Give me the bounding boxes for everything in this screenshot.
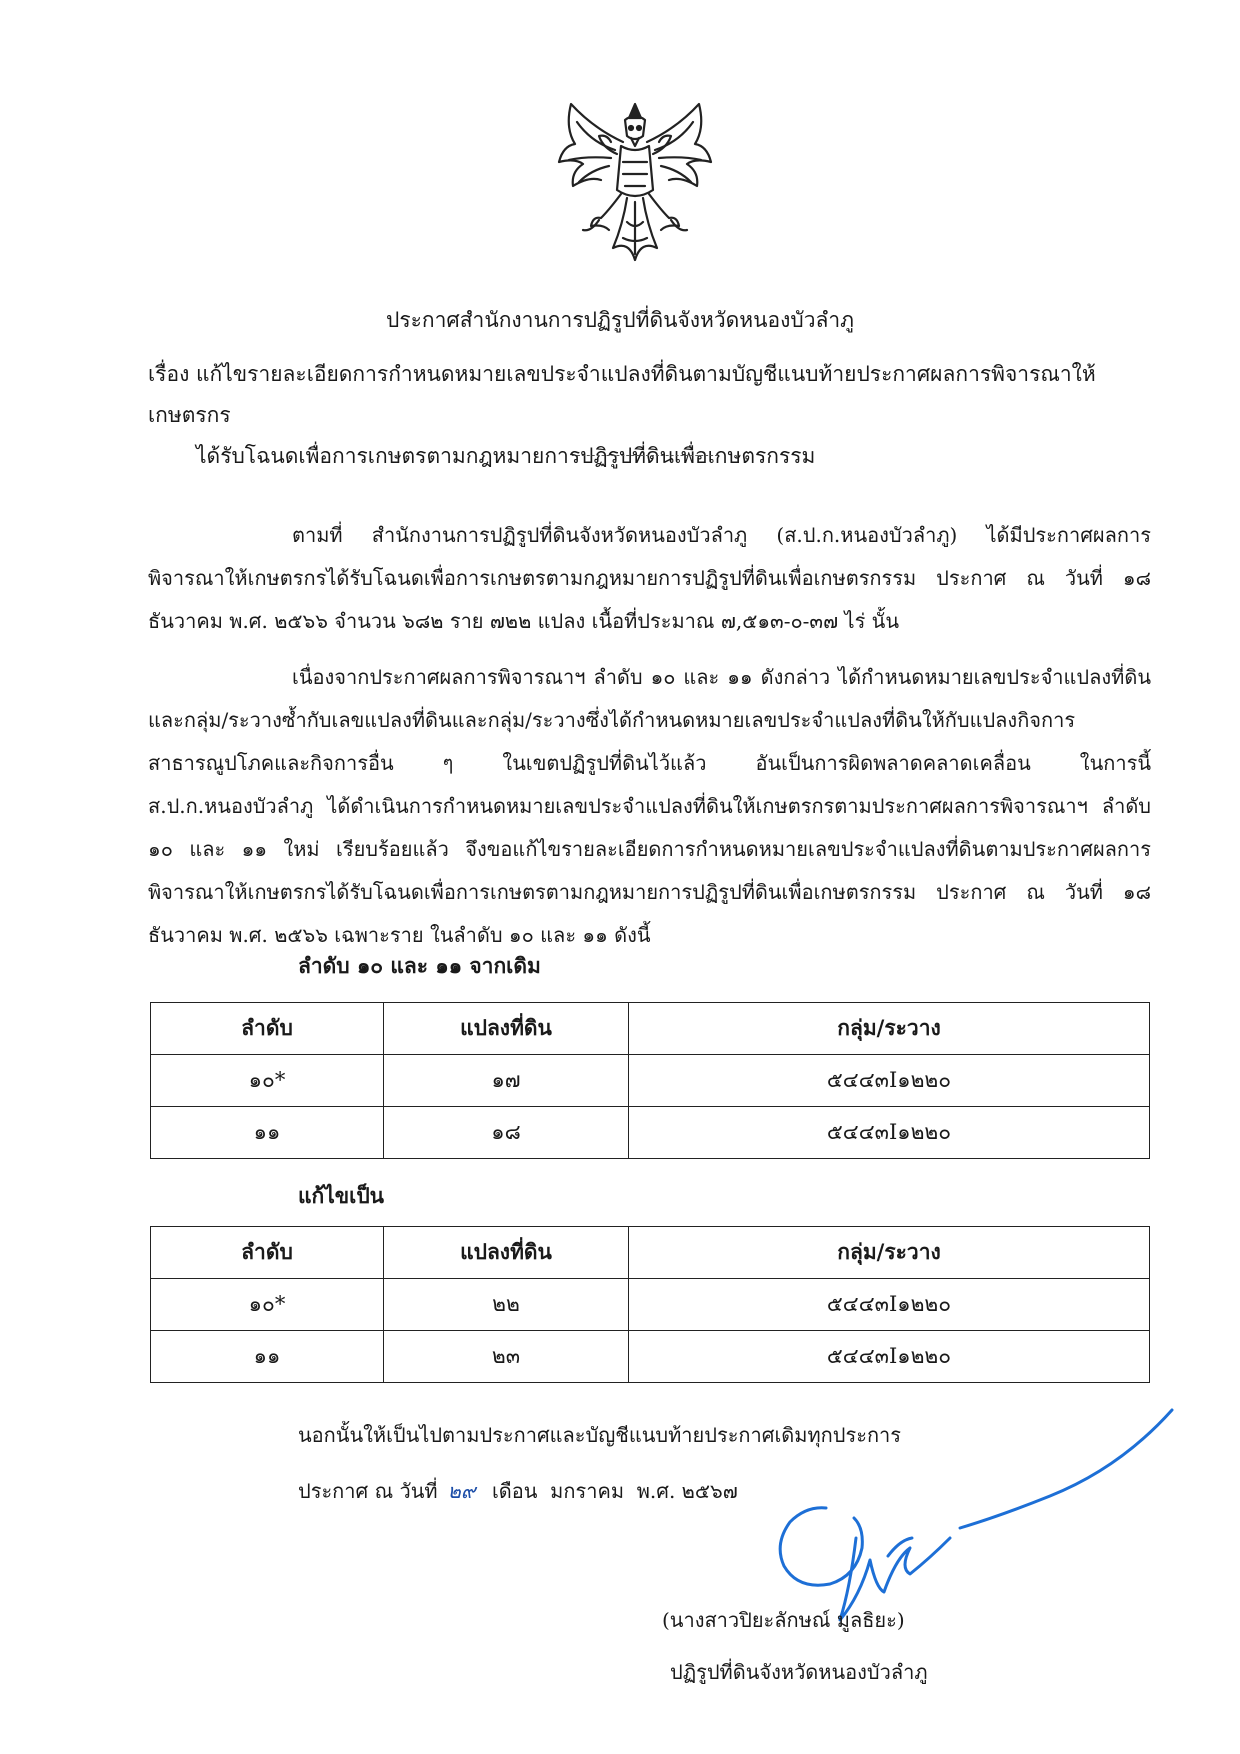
- column-header-order: ลำดับ: [151, 1003, 384, 1055]
- table-header-row: [151, 1227, 1150, 1279]
- column-header-plot: แปลงที่ดิน: [384, 1003, 629, 1055]
- date-month-label: เดือน: [491, 1479, 538, 1503]
- original-table-heading: ลำดับ ๑๐ และ ๑๑ จากเดิม: [298, 953, 541, 978]
- column-header-group-sheet: กลุ่ม/ระวาง: [629, 1003, 1150, 1055]
- cell-order: ๑๑: [151, 1331, 384, 1383]
- subject-block: [148, 354, 1148, 477]
- cell-order: ๑๑: [151, 1107, 384, 1159]
- signatory-name: (นางสาวปิยะลักษณ์ มูลธิยะ): [662, 1608, 905, 1632]
- cell-plot: ๑๗: [384, 1055, 629, 1107]
- table-row: [151, 1279, 1150, 1331]
- date-year-label: พ.ศ.: [636, 1479, 676, 1503]
- cell-order: ๑๐*: [151, 1279, 384, 1331]
- cell-order: ๑๐*: [151, 1055, 384, 1107]
- original-table: [150, 1002, 1150, 1159]
- column-header-order: ลำดับ: [151, 1227, 384, 1279]
- handwritten-signature: [760, 1388, 1180, 1628]
- announcement-date: [298, 1475, 738, 1507]
- cell-plot: ๒๓: [384, 1331, 629, 1383]
- cell-group-sheet: ๕๔๔๓I๑๒๒๐: [629, 1107, 1150, 1159]
- date-prefix: ประกาศ ณ วันที่: [298, 1479, 438, 1503]
- announcement-title: ประกาศสำนักงานการปฏิรูปที่ดินจังหวัดหนองบัวลำภู: [386, 308, 854, 332]
- cell-plot: ๒๒: [384, 1279, 629, 1331]
- subject-line-2: ได้รับโฉนดเพื่อการเกษตรตามกฎหมายการปฏิรูปที่ดินเพื่อเกษตรกรรม: [196, 444, 816, 468]
- table-row: [151, 1107, 1150, 1159]
- table-row: [151, 1055, 1150, 1107]
- closing-statement: นอกนั้นให้เป็นไปตามประกาศและบัญชีแนบท้ายประกาศเดิมทุกประการ: [298, 1423, 902, 1447]
- paragraph-correction-reason: เนื่องจากประกาศผลการพิจารณาฯ ลำดับ ๑๐ และ ๑๑ ดังกล่าว ได้กำหนดหมายเลขประจำแปลงที่ดินและกลุ่ม/ระวางซ้ำกับเลขแปลงที่ดินและกลุ่ม/ระวางซึ่งได้กำหนดหมายเลขประจำแปลงที่ดินให้กับแปลงกิจการสาธารณูปโภคและกิจการอื่น ๆ ในเขตปฏิรูปที่ดินไว้แล้ว อันเป็นการผิดพลาดคลาดเคลื่อน ในการนี้ ส.ป.ก.หนองบัวลำภู ได้ดำเนินการกำหนดหมายเลขประจำแปลงที่ดินให้เกษตรกรตามประกาศผลการพิจารณาฯ ลำดับ ๑๐ และ ๑๑ ใหม่ เรียบร้อยแล้ว จึงขอแก้ไขรายละเอียดการกำหนดหมายเลขประจำแปลงที่ดินตามประกาศผลการพิจารณาให้เกษตรกรได้รับโฉนดเพื่อการเกษตรตามกฎหมายการปฏิรูปที่ดินเพื่อเกษตรกรรม ประกาศ ณ วันที่ ๑๘ ธันวาคม พ.ศ. ๒๕๖๖ เฉพาะราย ในลำดับ ๑๐ และ ๑๑ ดังนี้: [148, 665, 1151, 947]
- paragraph-background: ตามที่ สำนักงานการปฏิรูปที่ดินจังหวัดหนองบัวลำภู (ส.ป.ก.หนองบัวลำภู) ได้มีประกาศผลการพิจารณาให้เกษตรกรได้รับโฉนดเพื่อการเกษตรตามกฎหมายการปฏิรูปที่ดินเพื่อเกษตรกรรม ประกาศ ณ วันที่ ๑๘ ธันวาคม พ.ศ. ๒๕๖๖ จำนวน ๖๘๒ ราย ๗๒๒ แปลง เนื้อที่ประมาณ ๗,๕๑๓-๐-๓๗ ไร่ นั้น: [148, 523, 1151, 633]
- table-header-row: [151, 1003, 1150, 1055]
- cell-group-sheet: ๕๔๔๓I๑๒๒๐: [629, 1055, 1150, 1107]
- date-month: มกราคม: [550, 1479, 624, 1503]
- column-header-plot: แปลงที่ดิน: [384, 1227, 629, 1279]
- cell-group-sheet: ๕๔๔๓I๑๒๒๐: [629, 1331, 1150, 1383]
- signatory-position: ปฏิรูปที่ดินจังหวัดหนองบัวลำภู: [670, 1660, 928, 1684]
- date-day-handwritten: ๒๙: [447, 1479, 476, 1503]
- date-year: ๒๕๖๗: [681, 1479, 738, 1503]
- column-header-group-sheet: กลุ่ม/ระวาง: [629, 1227, 1150, 1279]
- subject-label: เรื่อง: [148, 362, 190, 386]
- corrected-table: [150, 1226, 1150, 1383]
- cell-plot: ๑๘: [384, 1107, 629, 1159]
- corrected-table-heading: แก้ไขเป็น: [298, 1183, 385, 1208]
- cell-group-sheet: ๕๔๔๓I๑๒๒๐: [629, 1279, 1150, 1331]
- subject-line-1: แก้ไขรายละเอียดการกำหนดหมายเลขประจำแปลงที่ดินตามบัญชีแนบท้ายประกาศผลการพิจารณาให้เกษตรกร: [148, 362, 1096, 427]
- separator-line: [572, 455, 718, 456]
- garuda-emblem: [553, 98, 717, 268]
- table-row: [151, 1331, 1150, 1383]
